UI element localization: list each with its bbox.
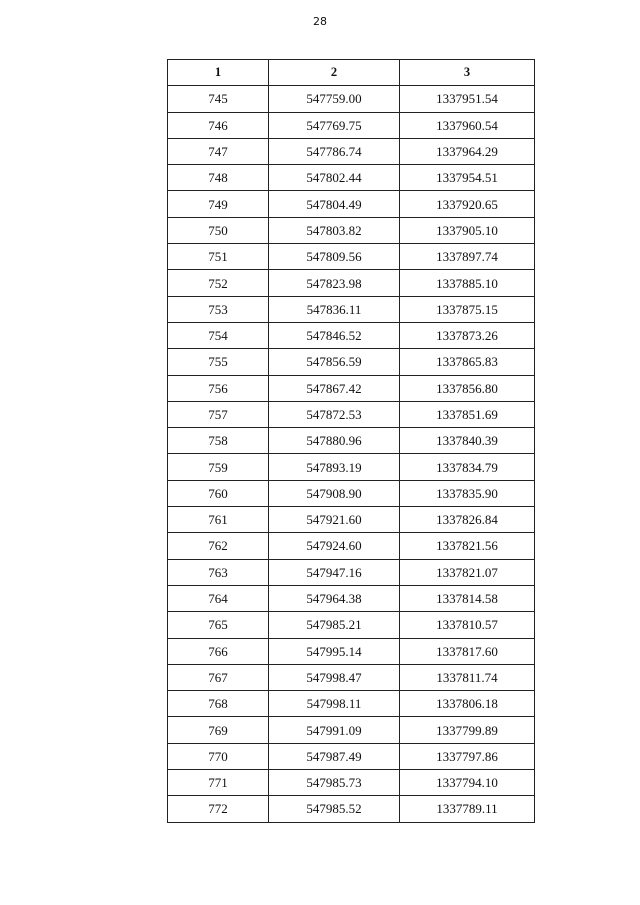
point-number-cell: 765: [168, 612, 269, 638]
point-number-cell: 756: [168, 375, 269, 401]
x-coordinate-cell: 547908.90: [269, 480, 400, 506]
point-number-cell: 766: [168, 638, 269, 664]
table-row: [168, 717, 535, 743]
x-coordinate-cell: 547802.44: [269, 165, 400, 191]
x-coordinate-cell: 547893.19: [269, 454, 400, 480]
table-row: [168, 86, 535, 112]
table-row: [168, 112, 535, 138]
x-coordinate-cell: 547804.49: [269, 191, 400, 217]
x-coordinate-cell: 547846.52: [269, 322, 400, 348]
point-number-cell: 762: [168, 533, 269, 559]
point-number-cell: 748: [168, 165, 269, 191]
point-number-cell: 753: [168, 296, 269, 322]
x-coordinate-cell: 547823.98: [269, 270, 400, 296]
point-number-cell: 754: [168, 322, 269, 348]
x-coordinate-cell: 547867.42: [269, 375, 400, 401]
table-row: [168, 138, 535, 164]
x-coordinate-cell: 547872.53: [269, 401, 400, 427]
table-row: [168, 612, 535, 638]
table-row: [168, 375, 535, 401]
table-header-row: [168, 60, 535, 86]
table-row: [168, 322, 535, 348]
x-coordinate-cell: 547985.73: [269, 770, 400, 796]
column-header-2: 2: [269, 60, 400, 86]
point-number-cell: 763: [168, 559, 269, 585]
x-coordinate-cell: 547985.52: [269, 796, 400, 822]
point-number-cell: 749: [168, 191, 269, 217]
point-number-cell: 747: [168, 138, 269, 164]
x-coordinate-cell: 547809.56: [269, 244, 400, 270]
y-coordinate-cell: 1337905.10: [400, 217, 535, 243]
x-coordinate-cell: 547759.00: [269, 86, 400, 112]
point-number-cell: 755: [168, 349, 269, 375]
table-row: [168, 638, 535, 664]
y-coordinate-cell: 1337835.90: [400, 480, 535, 506]
y-coordinate-cell: 1337856.80: [400, 375, 535, 401]
point-number-cell: 761: [168, 507, 269, 533]
y-coordinate-cell: 1337897.74: [400, 244, 535, 270]
table-row: [168, 296, 535, 322]
x-coordinate-cell: 547998.47: [269, 664, 400, 690]
x-coordinate-cell: 547987.49: [269, 743, 400, 769]
table-row: [168, 585, 535, 611]
table-row: [168, 428, 535, 454]
y-coordinate-cell: 1337954.51: [400, 165, 535, 191]
y-coordinate-cell: 1337865.83: [400, 349, 535, 375]
point-number-cell: 757: [168, 401, 269, 427]
page-number: 28: [313, 15, 327, 28]
x-coordinate-cell: 547769.75: [269, 112, 400, 138]
table-row: [168, 454, 535, 480]
table-row: [168, 401, 535, 427]
table-row: [168, 770, 535, 796]
point-number-cell: 767: [168, 664, 269, 690]
table-row: [168, 533, 535, 559]
y-coordinate-cell: 1337834.79: [400, 454, 535, 480]
point-number-cell: 760: [168, 480, 269, 506]
y-coordinate-cell: 1337821.56: [400, 533, 535, 559]
y-coordinate-cell: 1337920.65: [400, 191, 535, 217]
y-coordinate-cell: 1337794.10: [400, 770, 535, 796]
point-number-cell: 769: [168, 717, 269, 743]
table-row: [168, 796, 535, 822]
point-number-cell: 752: [168, 270, 269, 296]
column-header-3: 3: [400, 60, 535, 86]
table-row: [168, 217, 535, 243]
y-coordinate-cell: 1337821.07: [400, 559, 535, 585]
point-number-cell: 771: [168, 770, 269, 796]
x-coordinate-cell: 547995.14: [269, 638, 400, 664]
x-coordinate-cell: 547880.96: [269, 428, 400, 454]
point-number-cell: 768: [168, 691, 269, 717]
x-coordinate-cell: 547836.11: [269, 296, 400, 322]
x-coordinate-cell: 547803.82: [269, 217, 400, 243]
y-coordinate-cell: 1337873.26: [400, 322, 535, 348]
table-row: [168, 480, 535, 506]
point-number-cell: 746: [168, 112, 269, 138]
y-coordinate-cell: 1337960.54: [400, 112, 535, 138]
x-coordinate-cell: 547964.38: [269, 585, 400, 611]
x-coordinate-cell: 547991.09: [269, 717, 400, 743]
table-row: [168, 743, 535, 769]
coordinates-table: [167, 59, 535, 823]
y-coordinate-cell: 1337840.39: [400, 428, 535, 454]
point-number-cell: 764: [168, 585, 269, 611]
y-coordinate-cell: 1337875.15: [400, 296, 535, 322]
table-row: [168, 559, 535, 585]
x-coordinate-cell: 547985.21: [269, 612, 400, 638]
y-coordinate-cell: 1337964.29: [400, 138, 535, 164]
point-number-cell: 751: [168, 244, 269, 270]
y-coordinate-cell: 1337826.84: [400, 507, 535, 533]
point-number-cell: 772: [168, 796, 269, 822]
y-coordinate-cell: 1337789.11: [400, 796, 535, 822]
table-row: [168, 165, 535, 191]
x-coordinate-cell: 547786.74: [269, 138, 400, 164]
table-row: [168, 691, 535, 717]
table-row: [168, 349, 535, 375]
x-coordinate-cell: 547947.16: [269, 559, 400, 585]
table-row: [168, 270, 535, 296]
y-coordinate-cell: 1337951.54: [400, 86, 535, 112]
point-number-cell: 758: [168, 428, 269, 454]
table-row: [168, 664, 535, 690]
column-header-1: 1: [168, 60, 269, 86]
y-coordinate-cell: 1337885.10: [400, 270, 535, 296]
point-number-cell: 759: [168, 454, 269, 480]
x-coordinate-cell: 547921.60: [269, 507, 400, 533]
table-body: [168, 86, 535, 822]
y-coordinate-cell: 1337817.60: [400, 638, 535, 664]
x-coordinate-cell: 547856.59: [269, 349, 400, 375]
y-coordinate-cell: 1337799.89: [400, 717, 535, 743]
x-coordinate-cell: 547998.11: [269, 691, 400, 717]
table-row: [168, 191, 535, 217]
y-coordinate-cell: 1337797.86: [400, 743, 535, 769]
y-coordinate-cell: 1337814.58: [400, 585, 535, 611]
point-number-cell: 750: [168, 217, 269, 243]
y-coordinate-cell: 1337851.69: [400, 401, 535, 427]
y-coordinate-cell: 1337806.18: [400, 691, 535, 717]
point-number-cell: 770: [168, 743, 269, 769]
table-row: [168, 244, 535, 270]
point-number-cell: 745: [168, 86, 269, 112]
table-row: [168, 507, 535, 533]
y-coordinate-cell: 1337811.74: [400, 664, 535, 690]
y-coordinate-cell: 1337810.57: [400, 612, 535, 638]
x-coordinate-cell: 547924.60: [269, 533, 400, 559]
